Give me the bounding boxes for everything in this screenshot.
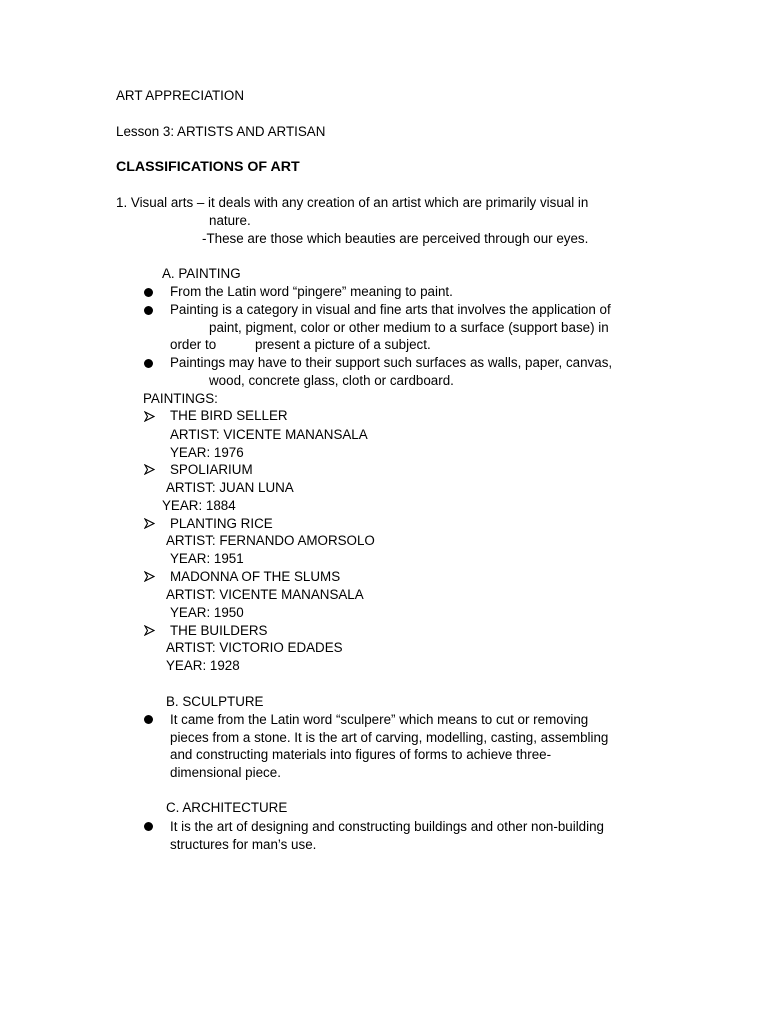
work-title: SPOLIARIUM	[170, 462, 253, 477]
visual-arts-line-1: 1. Visual arts – it deals with any creation of an artist which are primarily visual in	[116, 195, 589, 210]
painting-bullet-1: From the Latin word “pingere” meaning to paint.	[170, 284, 453, 299]
arrow-bullet-icon	[144, 518, 155, 529]
work-year: YEAR: 1884	[162, 498, 236, 513]
paintings-label: PAINTINGS:	[143, 391, 218, 406]
work-artist: ARTIST: VICENTE MANANSALA	[170, 427, 368, 442]
painting-bullet-3-line-1: Paintings may have to their support such surfaces as walls, paper, canvas,	[170, 355, 613, 370]
sculpture-line-1: It came from the Latin word “sculpere” which means to cut or removing	[170, 712, 589, 727]
painting-bullet-2-line-3b: present a picture of a subject.	[255, 337, 431, 352]
painting-bullet-2-line-2: paint, pigment, color or other medium to a surface (support base) in	[209, 320, 609, 335]
sculpture-line-3: and constructing materials into figures of forms to achieve three-	[170, 747, 552, 762]
architecture-heading: C. ARCHITECTURE	[166, 800, 288, 815]
bullet-icon	[144, 822, 153, 831]
arrow-bullet-icon	[144, 571, 155, 582]
work-title: THE BIRD SELLER	[170, 408, 288, 423]
work-year: YEAR: 1976	[170, 445, 244, 460]
visual-arts-line-2: nature.	[209, 213, 251, 228]
painting-bullet-2-line-3a: order to	[170, 337, 217, 352]
arrow-bullet-icon	[144, 411, 155, 422]
work-title: THE BUILDERS	[170, 623, 268, 638]
course-title: ART APPRECIATION	[116, 88, 244, 103]
arrow-bullet-icon	[144, 464, 155, 475]
work-artist: ARTIST: FERNANDO AMORSOLO	[166, 533, 375, 548]
sculpture-line-2: pieces from a stone. It is the art of carving, modelling, casting, assembling	[170, 730, 609, 745]
work-year: YEAR: 1928	[166, 658, 240, 673]
bullet-icon	[144, 715, 153, 724]
work-artist: ARTIST: VICENTE MANANSALA	[166, 587, 364, 602]
painting-bullet-3-line-2: wood, concrete glass, cloth or cardboard.	[209, 373, 454, 388]
work-year: YEAR: 1951	[170, 551, 244, 566]
architecture-line-2: structures for man’s use.	[170, 837, 317, 852]
sculpture-heading: B. SCULPTURE	[166, 694, 264, 709]
sculpture-line-4: dimensional piece.	[170, 765, 281, 780]
lesson-title: Lesson 3: ARTISTS AND ARTISAN	[116, 124, 326, 139]
bullet-icon	[144, 288, 153, 297]
bullet-icon	[144, 359, 153, 368]
bullet-icon	[144, 306, 153, 315]
work-year: YEAR: 1950	[170, 605, 244, 620]
work-title: MADONNA OF THE SLUMS	[170, 569, 341, 584]
work-artist: ARTIST: VICTORIO EDADES	[166, 640, 343, 655]
painting-bullet-2-line-1: Painting is a category in visual and fine arts that involves the application of	[170, 302, 611, 317]
visual-arts-line-3: -These are those which beauties are perceived through our eyes.	[202, 231, 589, 246]
page-heading: CLASSIFICATIONS OF ART	[116, 159, 300, 175]
painting-heading: A. PAINTING	[162, 266, 241, 281]
work-title: PLANTING RICE	[170, 516, 273, 531]
architecture-line-1: It is the art of designing and constructing buildings and other non-building	[170, 819, 604, 834]
arrow-bullet-icon	[144, 625, 155, 636]
work-artist: ARTIST: JUAN LUNA	[166, 480, 294, 495]
